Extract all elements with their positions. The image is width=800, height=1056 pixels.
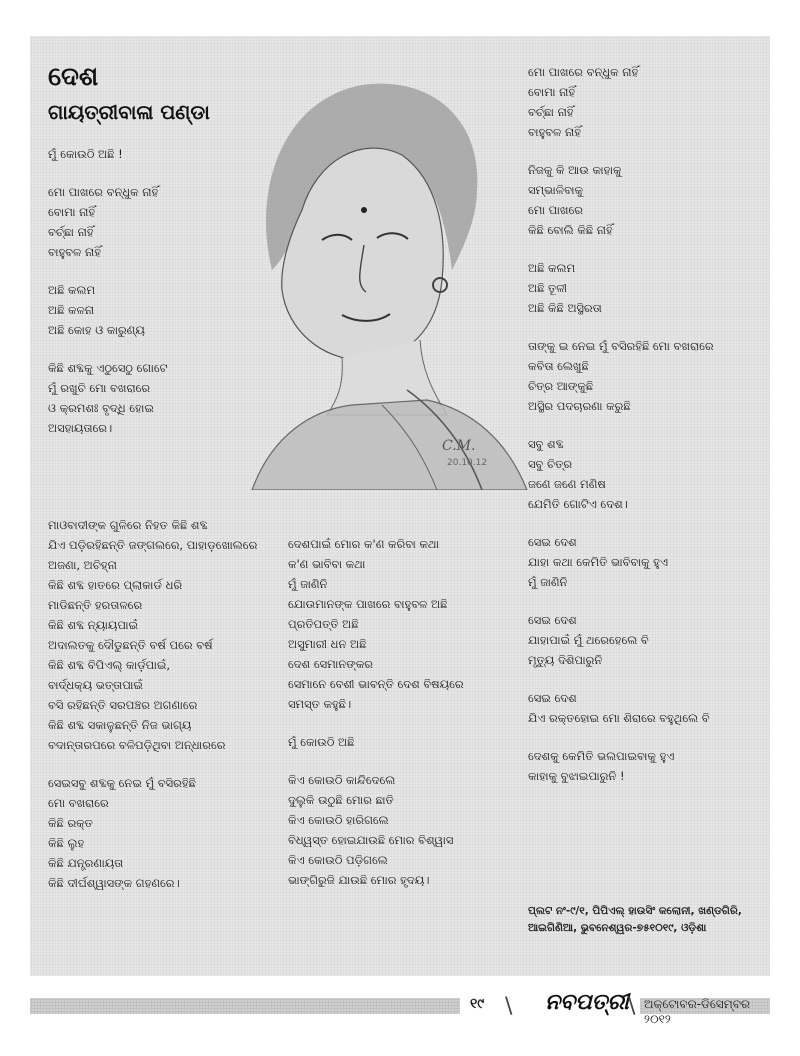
poem-line: ସମ୍ଭାଳିବାକୁ [528, 183, 584, 197]
poem-line: ଅଦାଲତକୁ ଦୌଡୁଛନ୍ତି ବର୍ଷ ପରେ ବର୍ଷ [48, 638, 213, 652]
poem-line: ବୋମା ନାହିଁ [48, 205, 96, 219]
poem-line: କିଏ କୋଉଠି କାନ୍ଦିଦେଲେ [288, 773, 396, 787]
poem-line: ଅଛି କୋହ ଓ କାରୁଣ୍ୟ [48, 323, 145, 337]
poem-line: କିଛି ବୋଲି କିଛି ନାହିଁ [528, 223, 613, 237]
poem-line: କ'ଣ ଭାବିବା କଥା [288, 557, 366, 571]
poem-line: ସେଇ ଦେଶ [528, 535, 577, 549]
poem-line: କିଛି ଶବ୍ଦ ନ୍ୟାୟପାଇଁ [48, 618, 139, 632]
poem-column-left-top [48, 144, 238, 456]
footer-divider-icon: \ [628, 994, 636, 1019]
poem-line: କିଛି ଶବ୍ଦ ବିପିଏଲ୍ କାର୍ଡ଼ପାଇଁ, [48, 658, 171, 672]
stanza [288, 732, 503, 752]
poem-line: ଯିଏ ପଡ଼ିରହିଛନ୍ତି ଜଙ୍ଗଲରେ, ପାହାଡ଼ଖୋଲରେ [48, 538, 258, 552]
issue-date: ଅକ୍ଟୋବର-ଡିସେମ୍ବର ୨୦୧୨ [644, 997, 750, 1026]
poem-line: କିଛି ଶବ୍ଦ ହାତରେ ପ୍ଲାକାର୍ଡ ଧରି [48, 578, 183, 592]
poem-line: ଅସ୍ଥିର ପଦଚାରଣା କରୁଛି [528, 399, 631, 413]
poem-line: ବାହୁବଳ ନାହିଁ [48, 245, 101, 259]
stanza [528, 434, 768, 514]
poem-line: ତାଙ୍କୁ ଇ ନେଇ ମୁଁ ବସିରହିଛି ମୋ ବଖରାରେ [528, 339, 714, 353]
poem-line: ଅଛି କଳନା [48, 303, 95, 317]
poem-line: ମୋ ପାଖରେ ବନ୍ଧୁକ ନାହିଁ [528, 65, 639, 79]
poem-line: ମୁଁ ଜାଣିନି [288, 577, 328, 591]
stanza [48, 144, 238, 164]
poem-line: ଦୁଲୁକି ଉଠୁଛି ମୋର ଛାତି [288, 793, 394, 807]
poem-line: କିଏ କୋଉଠି ପଡ଼ିଗଲେ [288, 853, 388, 867]
poem-line: କବିତା ଲେଖୁଛି [528, 359, 589, 373]
poem-line: ଯାହାପାଇଁ ମୁଁ ଥରେହେଲେ ବି [528, 633, 649, 647]
magazine-name: ନବପତ୍ରୀ [545, 990, 629, 1015]
poem-line: ସବୁ ଶବ୍ଦ [528, 437, 564, 451]
poem-line: ସେଇ ଦେଶ [528, 613, 577, 627]
poem-line: ମୋ ବଖରାରେ [48, 796, 109, 810]
poem-line: ଚିତ୍ର ଆଙ୍କୁଛି [528, 379, 594, 393]
portrait-bindi [361, 207, 367, 213]
stanza [48, 773, 278, 893]
poem-line: ଯାହା କଥା କେମିତି ଭାବିବାକୁ ହୁଏ [528, 555, 668, 569]
page-number: ୧୯ [470, 996, 485, 1012]
poem-column-right [528, 62, 768, 804]
stanza [528, 746, 768, 786]
poem-line: ବର୍ଚ୍ଛା ନାହିଁ [528, 105, 574, 119]
stanza [48, 280, 238, 340]
poem-line: ଦେଶକୁ କେମିତି ଭଲପାଇବାକୁ ହୁଏ [528, 749, 675, 763]
poem-line: ଅଛି କଲମ [48, 283, 96, 297]
poem-line: ଅସୁମାରୀ ଧନ ଅଛି [288, 637, 367, 651]
poem-line: ମୋ ପାଖରେ ବନ୍ଧୁକ ନାହିଁ [48, 185, 159, 199]
poem-line: ମାଓବାଦୀଙ୍କ ଗୁଳିରେ ନିହତ କିଛି ଶବ୍ଦ [48, 518, 208, 532]
poem-line: ମୁଁ ଜାଣିନି [528, 575, 568, 589]
poem-line: କିଛି ଶବ୍ଦକୁ ଏଠୁସେଠୁ ଗୋଟେ [48, 361, 168, 375]
stanza [48, 182, 238, 262]
poem-line: ଅଜଣା, ଅଚିହ୍ନା [48, 558, 117, 572]
poem-line: ନିଜକୁ କି ଆଉ କାହାକୁ [528, 163, 622, 177]
poem-line: କିଛି ଶବ୍ଦ ସକାଳୁଛନ୍ତି ନିଜ ଭାଗ୍ୟ [48, 718, 192, 732]
poem-column-middle [288, 534, 503, 908]
poem-line: ବାର୍ଦ୍ଧକ୍ୟ ଭତ୍ତାପାଇଁ [48, 678, 143, 692]
poem-line: ସେଇସବୁ ଶବ୍ଦକୁ ନେଇ ମୁଁ ବସିରହିଛି [48, 776, 196, 790]
stanza [48, 358, 238, 438]
stanza [528, 160, 768, 240]
stanza [288, 534, 503, 714]
poem-line: ଅସହାୟତାରେ। [48, 421, 113, 435]
footer-bar-left [30, 998, 460, 1014]
poem-title: ଦେଶ [48, 62, 99, 92]
stanza [528, 62, 768, 142]
poem-line: ଯିଏ ରକ୍ତହୋଇ ମୋ ଶିରାରେ ବହୁଥିଲେ ବି [528, 711, 710, 725]
poem-line: କାହାକୁ ବୁଝାଇପାରୁନି ! [528, 769, 625, 783]
poem-column-left-bottom [48, 515, 278, 911]
poem-line: କିଛି ଲୁହ [48, 836, 85, 850]
poem-line: ମୁଁ ରଖୁଚି ମୋ ବଖରାରେ [48, 381, 151, 395]
poem-line: ଭାଙ୍ଗିରୁଜି ଯାଉଛି ମୋର ହୃଦୟ। [288, 873, 430, 887]
poem-line: ଦେଶପାଇଁ ମୋର କ'ଣ କରିବା କଥା [288, 537, 440, 551]
page-footer [30, 990, 770, 1026]
poem-line: ମୁଁ କୋଉଠି ଅଛି ! [48, 147, 123, 161]
footer-divider-icon: \ [505, 994, 513, 1019]
poem-line: ମାଡିଛନ୍ତି ହରତାଳରେ [48, 598, 143, 612]
poem-line: ସବୁ ଚିତ୍ର [528, 457, 573, 471]
address-line: ଆଇଗିଣିଆ, ଭୁବନେଶ୍ୱର-୭୫୧୦୧୯, ଓଡ଼ିଶା [528, 922, 707, 934]
poem-line: ଅଛି କିଛି ଅସ୍ଥିରତା [528, 301, 602, 315]
poem-line: ବୋମା ନାହିଁ [528, 85, 576, 99]
poem-line: ସେଇ ଦେଶ [528, 691, 577, 705]
poem-line: ଜଣେ ଜଣେ ମଣିଷ [528, 477, 606, 491]
portrait-sketch [232, 40, 532, 490]
poem-line: କିଛି ଦୀର୍ଘଶ୍ୱାସଙ୍କ ଗହଣରେ। [48, 876, 180, 890]
poem-line: ଅଛି କଲମ [528, 261, 576, 275]
poem-line: ଅଛି ତୂଳୀ [528, 281, 568, 295]
address-line: ପ୍ଲଟ ନଂ-୯/୧, ପିପିଏଲ୍ ହାଉସିଂ କଲୋନୀ, ଖଣ୍ଡଗିରି, [528, 905, 742, 917]
portrait-date: 20.10.12 [447, 458, 488, 468]
poem-line: ଦେଶ ସେମାନଙ୍କର [288, 657, 374, 671]
poem-line: ପ୍ରତିପତ୍ତି ଅଛି [288, 617, 359, 631]
poem-line: କିଏ କୋଉଠି ହାରିଗଲେ [288, 813, 389, 827]
poem-line: ମୃତ୍ୟୁ ଦିଶିପାରୁନି [528, 653, 603, 667]
stanza [48, 515, 278, 755]
poem-line: ବର୍ଚ୍ଛା ନାହିଁ [48, 225, 94, 239]
stanza [528, 532, 768, 592]
poem-line: ସମସ୍ତ କହୁଛି। [288, 697, 352, 711]
poem-line: ଯେମିତି ଗୋଟିଏ ଦେଶ। [528, 497, 628, 511]
author-address [528, 903, 768, 937]
stanza [288, 770, 503, 890]
poem-line: ମୋ ପାଖରେ [528, 203, 583, 217]
stanza [528, 336, 768, 416]
poem-line: ବାହୁବଳ ନାହିଁ [528, 125, 581, 139]
poem-line: ସେମାନେ ବେଶୀ ଭାବନ୍ତି ଦେଶ ବିଷୟରେ [288, 677, 464, 691]
poem-line: ମୁଁ କୋଉଠି ଅଛି [288, 735, 355, 749]
poem-line: ବଦାନ୍ତାରପରେ ବଳିପଡ଼ିଥିବା ଅନ୍ଧାରରେ [48, 738, 226, 752]
portrait-signature: C.M. [442, 438, 476, 454]
stanza [528, 688, 768, 728]
poem-line: ବସି ରହିଛନ୍ତି ସରପଞ୍ଚର ଅଗଣାରେ [48, 698, 198, 712]
poem-line: ବିଧ୍ୱସ୍ତ ହୋଇଯାଉଛି ମୋର ବିଶ୍ୱାସ [288, 833, 454, 847]
poem-line: କିଛି ରକ୍ତ [48, 816, 93, 830]
stanza [528, 610, 768, 670]
poem-line: ଯୋଉମାନଙ୍କ ପାଖରେ ବାହୁବଳ ଅଛି [288, 597, 448, 611]
poem-author: ଗାୟତ୍ରୀବାଳା ପଣ୍ଡା [48, 100, 210, 124]
stanza [528, 258, 768, 318]
poem-line: ଓ କ୍ରମଶଃ ବୃଦ୍ଧି ହୋଇ [48, 401, 154, 415]
poem-line: କିଛି ଯନ୍ତ୍ରଣାୟତା [48, 856, 124, 870]
